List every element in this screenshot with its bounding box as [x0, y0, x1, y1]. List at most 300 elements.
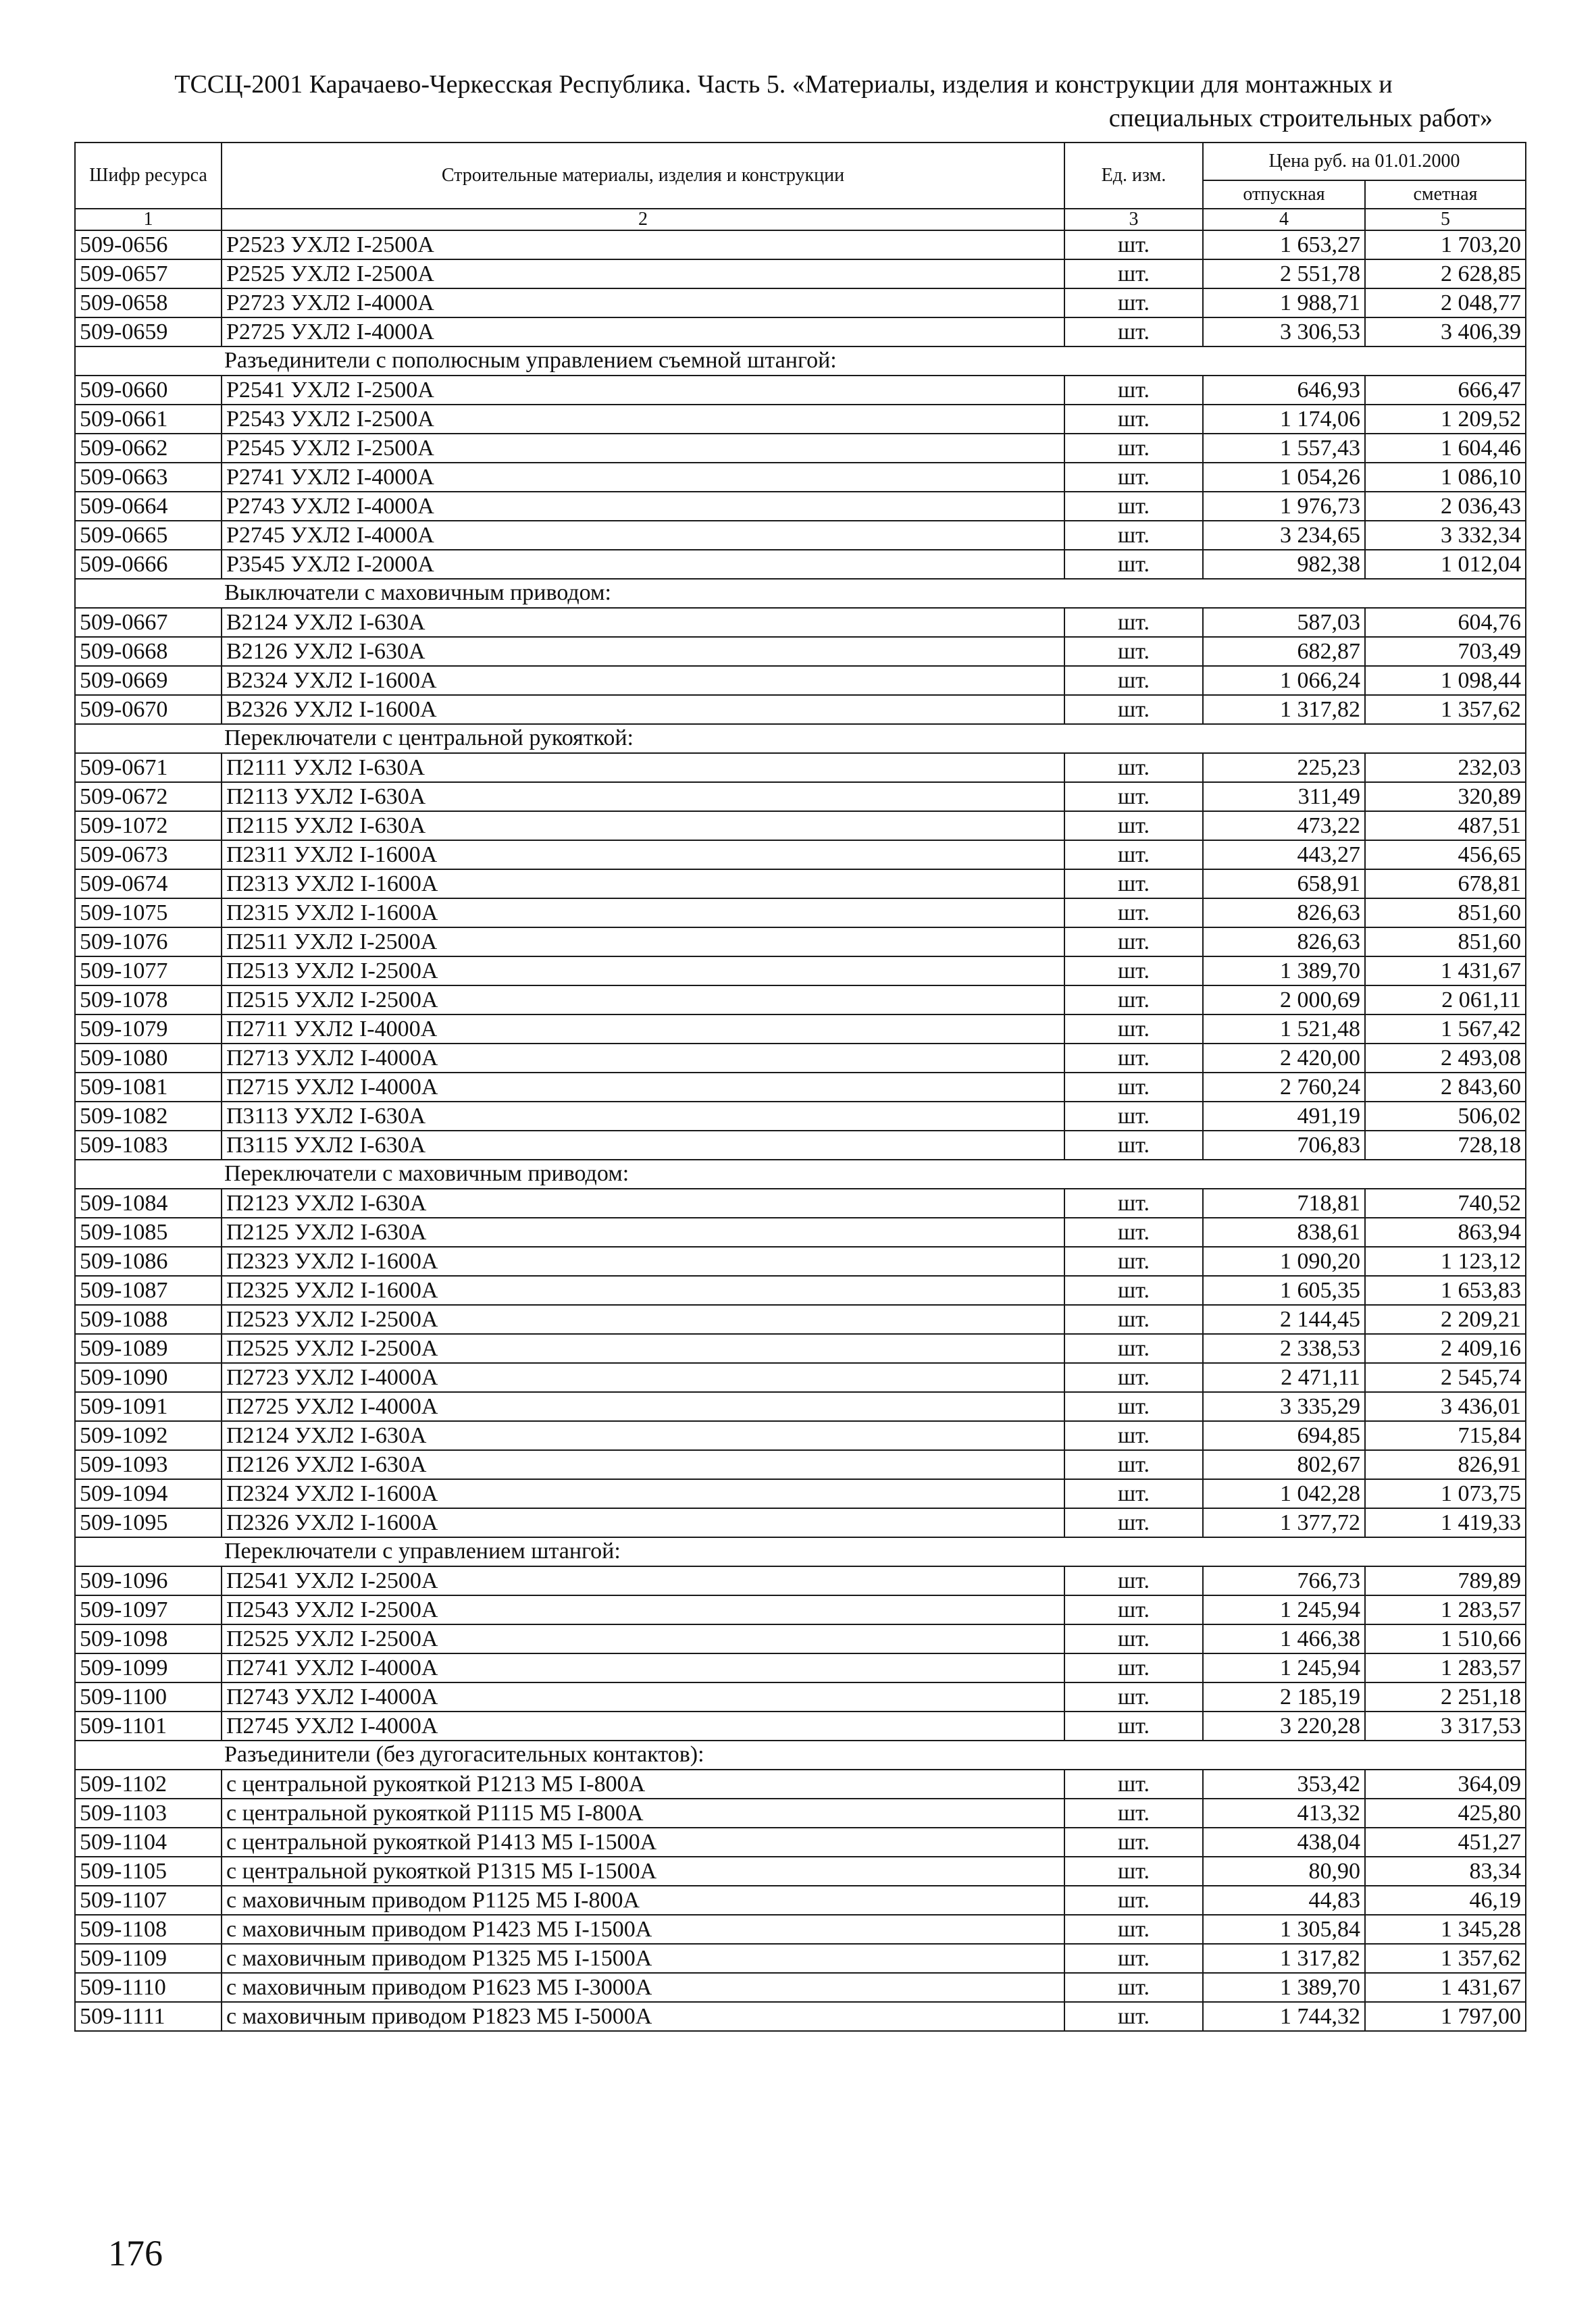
resource-code-cell: 509-0666: [75, 550, 222, 579]
col-header-code: Шифр ресурса: [75, 143, 222, 209]
material-name-cell: П2513 УХЛ2 I-2500А: [222, 956, 1064, 985]
table-row: [75, 898, 1526, 927]
table-row: [75, 1450, 1526, 1479]
material-name-cell: Р2545 УХЛ2 I-2500А: [222, 434, 1064, 463]
table-row: [75, 1044, 1526, 1073]
unit-cell: шт.: [1064, 1131, 1203, 1160]
estimate-price-cell: 1 797,00: [1365, 2002, 1526, 2031]
resource-code-cell: 509-1100: [75, 1682, 222, 1712]
release-price-cell: 2 760,24: [1203, 1073, 1365, 1102]
estimate-price-cell: 703,49: [1365, 637, 1526, 666]
estimate-price-cell: 863,94: [1365, 1218, 1526, 1247]
estimate-price-cell: 1 357,62: [1365, 695, 1526, 724]
unit-cell: шт.: [1064, 753, 1203, 782]
table-row: [75, 956, 1526, 985]
unit-cell: шт.: [1064, 1799, 1203, 1828]
unit-cell: шт.: [1064, 1363, 1203, 1392]
page-number: 176: [108, 2233, 163, 2273]
table-row: [75, 1421, 1526, 1450]
unit-cell: шт.: [1064, 2002, 1203, 2031]
material-name-cell: П2515 УХЛ2 I-2500А: [222, 985, 1064, 1014]
estimate-price-cell: 1 510,66: [1365, 1624, 1526, 1653]
estimate-price-cell: 2 545,74: [1365, 1363, 1526, 1392]
release-price-cell: 1 245,94: [1203, 1595, 1365, 1624]
resource-code-cell: 509-1088: [75, 1305, 222, 1334]
estimate-price-cell: 232,03: [1365, 753, 1526, 782]
unit-cell: шт.: [1064, 1247, 1203, 1276]
table-row: [75, 1566, 1526, 1595]
unit-cell: шт.: [1064, 1218, 1203, 1247]
table-row: [75, 1479, 1526, 1508]
material-name-cell: П2743 УХЛ2 I-4000А: [222, 1682, 1064, 1712]
table-row: [75, 1915, 1526, 1944]
estimate-price-cell: 425,80: [1365, 1799, 1526, 1828]
table-row: [75, 753, 1526, 782]
estimate-price-cell: 2 048,77: [1365, 288, 1526, 317]
table-header: [75, 143, 1526, 230]
table-row: [75, 1828, 1526, 1857]
release-price-cell: 1 389,70: [1203, 956, 1365, 985]
table-row: [75, 695, 1526, 724]
release-price-cell: 826,63: [1203, 898, 1365, 927]
release-price-cell: 1 054,26: [1203, 463, 1365, 492]
table-row: [75, 782, 1526, 811]
col-number-5: 5: [1365, 209, 1526, 230]
release-price-cell: 1 090,20: [1203, 1247, 1365, 1276]
unit-cell: шт.: [1064, 1276, 1203, 1305]
estimate-price-cell: 506,02: [1365, 1102, 1526, 1131]
resource-code-cell: 509-0669: [75, 666, 222, 695]
unit-cell: шт.: [1064, 782, 1203, 811]
release-price-cell: 473,22: [1203, 811, 1365, 840]
table-row: [75, 1363, 1526, 1392]
material-name-cell: П2541 УХЛ2 I-2500А: [222, 1566, 1064, 1595]
material-name-cell: Р2723 УХЛ2 I-4000А: [222, 288, 1064, 317]
table-row: [75, 1189, 1526, 1218]
estimate-price-cell: 1 098,44: [1365, 666, 1526, 695]
section-title: Выключатели с маховичным приводом:: [75, 579, 1526, 608]
estimate-price-cell: 789,89: [1365, 1566, 1526, 1595]
table-row: [75, 1392, 1526, 1421]
release-price-cell: 353,42: [1203, 1770, 1365, 1799]
release-price-cell: 587,03: [1203, 608, 1365, 637]
resource-code-cell: 509-1110: [75, 1973, 222, 2002]
table-row: [75, 985, 1526, 1014]
resource-code-cell: 509-1080: [75, 1044, 222, 1073]
release-price-cell: 826,63: [1203, 927, 1365, 956]
release-price-cell: 1 744,32: [1203, 2002, 1365, 2031]
release-price-cell: 838,61: [1203, 1218, 1365, 1247]
resource-code-cell: 509-0668: [75, 637, 222, 666]
unit-cell: шт.: [1064, 927, 1203, 956]
col-header-price-group: Цена руб. на 01.01.2000: [1203, 143, 1526, 180]
release-price-cell: 2 000,69: [1203, 985, 1365, 1014]
release-price-cell: 706,83: [1203, 1131, 1365, 1160]
estimate-price-cell: 1 604,46: [1365, 434, 1526, 463]
table-row: [75, 840, 1526, 869]
section-title: Разъединители с пополюсным управлением съемной штангой:: [75, 346, 1526, 376]
unit-cell: шт.: [1064, 434, 1203, 463]
resource-code-cell: 509-1111: [75, 2002, 222, 2031]
material-name-cell: с маховичным приводом Р1823 М5 I-5000А: [222, 2002, 1064, 2031]
unit-cell: шт.: [1064, 695, 1203, 724]
table-row: [75, 405, 1526, 434]
table-row: [75, 1276, 1526, 1305]
release-price-cell: 2 144,45: [1203, 1305, 1365, 1334]
col-number-1: 1: [75, 209, 222, 230]
unit-cell: шт.: [1064, 666, 1203, 695]
unit-cell: шт.: [1064, 1712, 1203, 1741]
estimate-price-cell: 1 703,20: [1365, 230, 1526, 259]
resource-code-cell: 509-1075: [75, 898, 222, 927]
resource-code-cell: 509-0659: [75, 317, 222, 346]
estimate-price-cell: 604,76: [1365, 608, 1526, 637]
material-name-cell: П2713 УХЛ2 I-4000А: [222, 1044, 1064, 1073]
material-name-cell: В2124 УХЛ2 I-630А: [222, 608, 1064, 637]
release-price-cell: 982,38: [1203, 550, 1365, 579]
estimate-price-cell: 1 123,12: [1365, 1247, 1526, 1276]
material-name-cell: П2741 УХЛ2 I-4000А: [222, 1653, 1064, 1682]
table-row: [75, 492, 1526, 521]
estimate-price-cell: 2 628,85: [1365, 259, 1526, 288]
unit-cell: шт.: [1064, 1915, 1203, 1944]
header-line-2: специальных строительных работ»: [1108, 104, 1493, 132]
material-name-cell: с маховичным приводом Р1423 М5 I-1500А: [222, 1915, 1064, 1944]
resource-code-cell: 509-0674: [75, 869, 222, 898]
resource-code-cell: 509-1072: [75, 811, 222, 840]
unit-cell: шт.: [1064, 985, 1203, 1014]
estimate-price-cell: 1 567,42: [1365, 1014, 1526, 1044]
release-price-cell: 2 551,78: [1203, 259, 1365, 288]
material-name-cell: П3113 УХЛ2 I-630А: [222, 1102, 1064, 1131]
material-name-cell: П2511 УХЛ2 I-2500А: [222, 927, 1064, 956]
release-price-cell: 1 317,82: [1203, 1944, 1365, 1973]
estimate-price-cell: 2 409,16: [1365, 1334, 1526, 1363]
release-price-cell: 413,32: [1203, 1799, 1365, 1828]
resource-code-cell: 509-1107: [75, 1886, 222, 1915]
section-row: [75, 724, 1526, 753]
table-row: [75, 1102, 1526, 1131]
col-header-estimate-price: сметная: [1365, 180, 1526, 209]
resource-code-cell: 509-0658: [75, 288, 222, 317]
resource-code-cell: 509-1097: [75, 1595, 222, 1624]
material-name-cell: П2326 УХЛ2 I-1600А: [222, 1508, 1064, 1537]
estimate-price-cell: 1 431,67: [1365, 1973, 1526, 2002]
table-row: [75, 1857, 1526, 1886]
estimate-price-cell: 451,27: [1365, 1828, 1526, 1857]
release-price-cell: 1 557,43: [1203, 434, 1365, 463]
unit-cell: шт.: [1064, 1653, 1203, 1682]
resource-code-cell: 509-1098: [75, 1624, 222, 1653]
material-name-cell: П2723 УХЛ2 I-4000А: [222, 1363, 1064, 1392]
release-price-cell: 694,85: [1203, 1421, 1365, 1450]
section-row: [75, 579, 1526, 608]
estimate-price-cell: 364,09: [1365, 1770, 1526, 1799]
material-name-cell: с центральной рукояткой Р1115 М5 I-800А: [222, 1799, 1064, 1828]
table-row: [75, 1334, 1526, 1363]
col-header-unit: Ед. изм.: [1064, 143, 1203, 209]
release-price-cell: 3 306,53: [1203, 317, 1365, 346]
unit-cell: шт.: [1064, 1944, 1203, 1973]
material-name-cell: с центральной рукояткой Р1413 М5 I-1500А: [222, 1828, 1064, 1857]
resource-code-cell: 509-1104: [75, 1828, 222, 1857]
section-title: Переключатели с маховичным приводом:: [75, 1160, 1526, 1189]
release-price-cell: 225,23: [1203, 753, 1365, 782]
table-row: [75, 1712, 1526, 1741]
unit-cell: шт.: [1064, 376, 1203, 405]
unit-cell: шт.: [1064, 1044, 1203, 1073]
unit-cell: шт.: [1064, 1595, 1203, 1624]
table-row: [75, 869, 1526, 898]
resource-code-cell: 509-0664: [75, 492, 222, 521]
material-name-cell: П2115 УХЛ2 I-630А: [222, 811, 1064, 840]
unit-cell: шт.: [1064, 1305, 1203, 1334]
material-name-cell: с центральной рукояткой Р1213 М5 I-800А: [222, 1770, 1064, 1799]
resource-code-cell: 509-1101: [75, 1712, 222, 1741]
material-name-cell: Р2541 УХЛ2 I-2500А: [222, 376, 1064, 405]
material-name-cell: П2325 УХЛ2 I-1600А: [222, 1276, 1064, 1305]
resource-code-cell: 509-1089: [75, 1334, 222, 1363]
estimate-price-cell: 320,89: [1365, 782, 1526, 811]
material-name-cell: П2715 УХЛ2 I-4000А: [222, 1073, 1064, 1102]
table-row: [75, 1014, 1526, 1044]
table-row: [75, 927, 1526, 956]
resource-code-cell: 509-1094: [75, 1479, 222, 1508]
table-row: [75, 1653, 1526, 1682]
material-name-cell: Р2741 УХЛ2 I-4000А: [222, 463, 1064, 492]
release-price-cell: 443,27: [1203, 840, 1365, 869]
table-row: [75, 288, 1526, 317]
estimate-price-cell: 1 345,28: [1365, 1915, 1526, 1944]
unit-cell: шт.: [1064, 492, 1203, 521]
col-number-2: 2: [222, 209, 1064, 230]
estimate-price-cell: 1 357,62: [1365, 1944, 1526, 1973]
release-price-cell: 3 220,28: [1203, 1712, 1365, 1741]
col-header-name: Строительные материалы, изделия и конструкции: [222, 143, 1064, 209]
table-row: [75, 1770, 1526, 1799]
unit-cell: шт.: [1064, 1682, 1203, 1712]
table-row: [75, 1886, 1526, 1915]
resource-code-cell: 509-1095: [75, 1508, 222, 1537]
resource-code-cell: 509-1076: [75, 927, 222, 956]
table-row: [75, 1247, 1526, 1276]
estimate-price-cell: 83,34: [1365, 1857, 1526, 1886]
unit-cell: шт.: [1064, 869, 1203, 898]
estimate-price-cell: 2 493,08: [1365, 1044, 1526, 1073]
estimate-price-cell: 2 209,21: [1365, 1305, 1526, 1334]
unit-cell: шт.: [1064, 1857, 1203, 1886]
estimate-price-cell: 2 061,11: [1365, 985, 1526, 1014]
release-price-cell: 682,87: [1203, 637, 1365, 666]
release-price-cell: 2 420,00: [1203, 1044, 1365, 1073]
material-name-cell: П2725 УХЛ2 I-4000А: [222, 1392, 1064, 1421]
unit-cell: шт.: [1064, 1828, 1203, 1857]
material-name-cell: П2525 УХЛ2 I-2500А: [222, 1624, 1064, 1653]
table-row: [75, 230, 1526, 259]
table-row: [75, 1944, 1526, 1973]
material-name-cell: Р2543 УХЛ2 I-2500А: [222, 405, 1064, 434]
resource-code-cell: 509-0661: [75, 405, 222, 434]
release-price-cell: 646,93: [1203, 376, 1365, 405]
unit-cell: шт.: [1064, 1189, 1203, 1218]
estimate-price-cell: 851,60: [1365, 898, 1526, 927]
table-row: [75, 1218, 1526, 1247]
release-price-cell: 1 245,94: [1203, 1653, 1365, 1682]
section-row: [75, 1537, 1526, 1566]
unit-cell: шт.: [1064, 956, 1203, 985]
resource-code-cell: 509-0657: [75, 259, 222, 288]
release-price-cell: 44,83: [1203, 1886, 1365, 1915]
section-row: [75, 1741, 1526, 1770]
unit-cell: шт.: [1064, 1073, 1203, 1102]
resource-code-cell: 509-0656: [75, 230, 222, 259]
col-number-3: 3: [1064, 209, 1203, 230]
estimate-price-cell: 728,18: [1365, 1131, 1526, 1160]
material-name-cell: П2125 УХЛ2 I-630А: [222, 1218, 1064, 1247]
release-price-cell: 766,73: [1203, 1566, 1365, 1595]
material-name-cell: П2123 УХЛ2 I-630А: [222, 1189, 1064, 1218]
resource-code-cell: 509-1087: [75, 1276, 222, 1305]
release-price-cell: 1 174,06: [1203, 405, 1365, 434]
price-table: [74, 142, 1526, 2032]
resource-code-cell: 509-1085: [75, 1218, 222, 1247]
resource-code-cell: 509-1092: [75, 1421, 222, 1450]
resource-code-cell: 509-0671: [75, 753, 222, 782]
release-price-cell: 1 605,35: [1203, 1276, 1365, 1305]
unit-cell: шт.: [1064, 1886, 1203, 1915]
resource-code-cell: 509-1102: [75, 1770, 222, 1799]
estimate-price-cell: 2 251,18: [1365, 1682, 1526, 1712]
material-name-cell: П3115 УХЛ2 I-630А: [222, 1131, 1064, 1160]
table-row: [75, 1973, 1526, 2002]
estimate-price-cell: 1 209,52: [1365, 405, 1526, 434]
estimate-price-cell: 851,60: [1365, 927, 1526, 956]
unit-cell: шт.: [1064, 1566, 1203, 1595]
resource-code-cell: 509-1082: [75, 1102, 222, 1131]
table-row: [75, 434, 1526, 463]
unit-cell: шт.: [1064, 840, 1203, 869]
unit-cell: шт.: [1064, 1973, 1203, 2002]
material-name-cell: П2745 УХЛ2 I-4000А: [222, 1712, 1064, 1741]
unit-cell: шт.: [1064, 521, 1203, 550]
material-name-cell: с маховичным приводом Р1125 М5 I-800А: [222, 1886, 1064, 1915]
resource-code-cell: 509-1105: [75, 1857, 222, 1886]
table-row: [75, 1305, 1526, 1334]
estimate-price-cell: 678,81: [1365, 869, 1526, 898]
release-price-cell: 1 988,71: [1203, 288, 1365, 317]
release-price-cell: 658,91: [1203, 869, 1365, 898]
unit-cell: шт.: [1064, 1334, 1203, 1363]
material-name-cell: Р2743 УХЛ2 I-4000А: [222, 492, 1064, 521]
release-price-cell: 2 185,19: [1203, 1682, 1365, 1712]
unit-cell: шт.: [1064, 1508, 1203, 1537]
material-name-cell: П2711 УХЛ2 I-4000А: [222, 1014, 1064, 1044]
resource-code-cell: 509-1103: [75, 1799, 222, 1828]
material-name-cell: П2126 УХЛ2 I-630А: [222, 1450, 1064, 1479]
material-name-cell: П2111 УХЛ2 I-630А: [222, 753, 1064, 782]
material-name-cell: с маховичным приводом Р1325 М5 I-1500А: [222, 1944, 1064, 1973]
release-price-cell: 1 377,72: [1203, 1508, 1365, 1537]
unit-cell: шт.: [1064, 1450, 1203, 1479]
estimate-price-cell: 1 653,83: [1365, 1276, 1526, 1305]
table-row: [75, 1131, 1526, 1160]
table-row: [75, 1073, 1526, 1102]
table-row: [75, 1508, 1526, 1537]
material-name-cell: П2323 УХЛ2 I-1600А: [222, 1247, 1064, 1276]
release-price-cell: 491,19: [1203, 1102, 1365, 1131]
resource-code-cell: 509-0673: [75, 840, 222, 869]
resource-code-cell: 509-1109: [75, 1944, 222, 1973]
estimate-price-cell: 715,84: [1365, 1421, 1526, 1450]
unit-cell: шт.: [1064, 898, 1203, 927]
material-name-cell: Р3545 УХЛ2 I-2000А: [222, 550, 1064, 579]
release-price-cell: 1 976,73: [1203, 492, 1365, 521]
release-price-cell: 1 466,38: [1203, 1624, 1365, 1653]
estimate-price-cell: 1 283,57: [1365, 1595, 1526, 1624]
section-row: [75, 1160, 1526, 1189]
estimate-price-cell: 3 406,39: [1365, 317, 1526, 346]
unit-cell: шт.: [1064, 288, 1203, 317]
release-price-cell: 1 521,48: [1203, 1014, 1365, 1044]
estimate-price-cell: 1 073,75: [1365, 1479, 1526, 1508]
estimate-price-cell: 1 012,04: [1365, 550, 1526, 579]
release-price-cell: 1 305,84: [1203, 1915, 1365, 1944]
table-row: [75, 666, 1526, 695]
resource-code-cell: 509-0670: [75, 695, 222, 724]
unit-cell: шт.: [1064, 637, 1203, 666]
estimate-price-cell: 456,65: [1365, 840, 1526, 869]
resource-code-cell: 509-1084: [75, 1189, 222, 1218]
table-row: [75, 1595, 1526, 1624]
unit-cell: шт.: [1064, 550, 1203, 579]
estimate-price-cell: 3 317,53: [1365, 1712, 1526, 1741]
resource-code-cell: 509-0672: [75, 782, 222, 811]
table-row: [75, 376, 1526, 405]
unit-cell: шт.: [1064, 1392, 1203, 1421]
table-row: [75, 259, 1526, 288]
section-title: Переключатели с центральной рукояткой:: [75, 724, 1526, 753]
unit-cell: шт.: [1064, 1102, 1203, 1131]
table-row: [75, 1682, 1526, 1712]
resource-code-cell: 509-1081: [75, 1073, 222, 1102]
section-title: Разъединители (без дугогасительных контактов):: [75, 1741, 1526, 1770]
table-row: [75, 811, 1526, 840]
material-name-cell: В2326 УХЛ2 I-1600А: [222, 695, 1064, 724]
unit-cell: шт.: [1064, 811, 1203, 840]
resource-code-cell: 509-1077: [75, 956, 222, 985]
unit-cell: шт.: [1064, 1624, 1203, 1653]
section-title: Переключатели с управлением штангой:: [75, 1537, 1526, 1566]
release-price-cell: 1 317,82: [1203, 695, 1365, 724]
resource-code-cell: 509-1086: [75, 1247, 222, 1276]
estimate-price-cell: 3 332,34: [1365, 521, 1526, 550]
section-row: [75, 346, 1526, 376]
material-name-cell: Р2745 УХЛ2 I-4000А: [222, 521, 1064, 550]
release-price-cell: 802,67: [1203, 1450, 1365, 1479]
table-row: [75, 608, 1526, 637]
estimate-price-cell: 1 086,10: [1365, 463, 1526, 492]
estimate-price-cell: 826,91: [1365, 1450, 1526, 1479]
resource-code-cell: 509-1083: [75, 1131, 222, 1160]
table-row: [75, 463, 1526, 492]
resource-code-cell: 509-1099: [75, 1653, 222, 1682]
estimate-price-cell: 2 843,60: [1365, 1073, 1526, 1102]
table-row: [75, 2002, 1526, 2031]
unit-cell: шт.: [1064, 259, 1203, 288]
unit-cell: шт.: [1064, 1479, 1203, 1508]
material-name-cell: с центральной рукояткой Р1315 М5 I-1500А: [222, 1857, 1064, 1886]
table-row: [75, 1624, 1526, 1653]
